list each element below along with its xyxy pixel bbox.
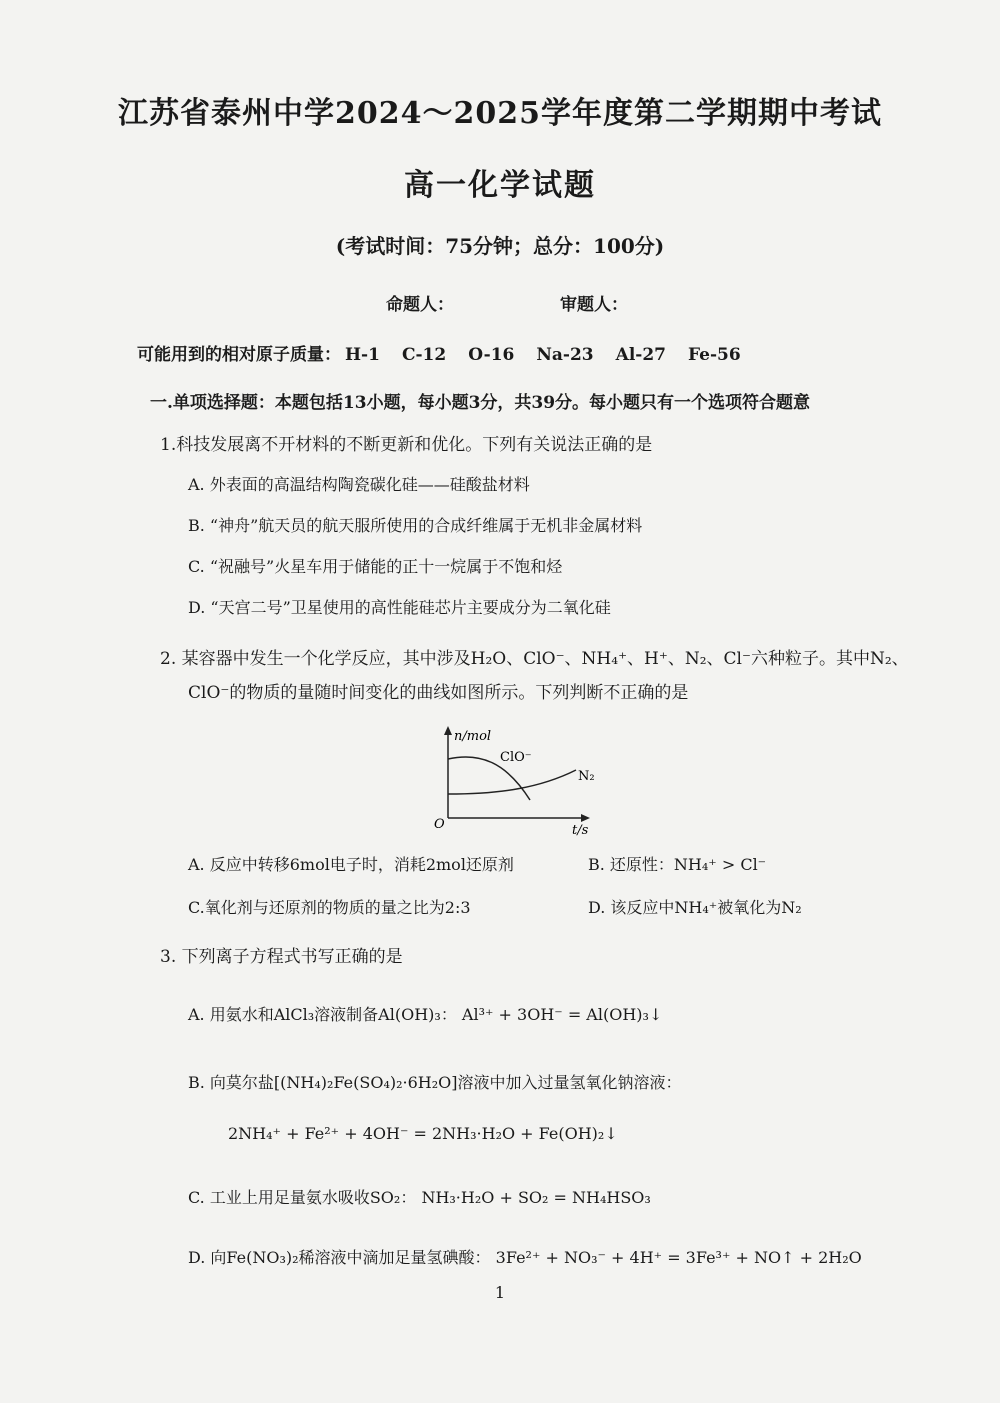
atomic-mass-item: Na-23 (536, 345, 594, 365)
q2-option-a: A. 反应中转移6mol电子时，消耗2mol还原剂 (188, 855, 514, 874)
series-n2-curve (448, 770, 576, 794)
q2-stem-line2: ClO⁻的物质的量随时间变化的曲线如图所示。下列判断不正确的是 (188, 683, 689, 703)
q1-option-c: C. “祝融号”火星车用于储能的正十一烷属于不饱和烃 (188, 557, 563, 576)
y-axis-label: n/mol (454, 729, 492, 744)
exam-title: 江苏省泰州中学2024～2025学年度第二学期期中考试 (118, 96, 882, 131)
q1-stem: 1.科技发展离不开材料的不断更新和优化。下列有关说法正确的是 (160, 435, 653, 455)
q1-option-b: B. “神舟”航天员的航天服所使用的合成纤维属于无机非金属材料 (188, 516, 643, 535)
x-axis-label: t/s (572, 823, 589, 838)
atomic-mass-item: C-12 (401, 345, 447, 365)
q1-option-d: D. “天宫二号”卫星使用的高性能硅芯片主要成分为二氧化硅 (188, 598, 611, 617)
q3-option-c-text: C. 工业上用足量氨水吸收SO₂： (188, 1188, 417, 1207)
q3-option-d (188, 1245, 862, 1268)
series-label-n2: N₂ (578, 769, 595, 784)
x-axis-arrow (581, 814, 590, 822)
q3-option-a-text: A. 用氨水和AlCl₃溶液制备Al(OH)₃： (188, 1005, 457, 1024)
page-number: 1 (494, 1283, 506, 1302)
atomic-mass-line (137, 340, 763, 365)
atomic-mass-item: Fe-56 (688, 345, 741, 365)
author-label: 命题人： (386, 295, 454, 315)
atomic-mass-item: Al-27 (615, 345, 667, 365)
exam-info: (考试时间：75分钟；总分：100分) (335, 234, 665, 258)
q2-option-c: C.氧化剂与还原剂的物质的量之比为2:3 (188, 898, 471, 917)
origin-label: O (434, 817, 445, 832)
atomic-mass-item: O-16 (468, 345, 515, 365)
q3-stem: 3. 下列离子方程式书写正确的是 (160, 947, 403, 967)
q2-graph (420, 722, 620, 838)
exam-subtitle: 高一化学试题 (404, 168, 596, 203)
q2-stem-line1: 2. 某容器中发生一个化学反应，其中涉及H₂O、ClO⁻、NH₄⁺、H⁺、N₂、Cl⁻六种粒子。其中N₂、 (160, 649, 909, 669)
q3-option-b-equation: 2NH₄⁺ + Fe²⁺ + 4OH⁻ = 2NH₃·H₂O + Fe(OH)₂↓ (228, 1124, 618, 1143)
series-label-clo: ClO⁻ (500, 750, 532, 765)
q3-option-c-equation: NH₃·H₂O + SO₂ = NH₄HSO₃ (421, 1188, 651, 1207)
atomic-mass-item: H-1 (345, 345, 380, 365)
q3-option-b-text: B. 向莫尔盐[(NH₄)₂Fe(SO₄)₂·6H₂O]溶液中加入过量氢氧化钠溶液： (188, 1073, 682, 1092)
q3-option-c (188, 1185, 651, 1208)
q3-option-d-text: D. 向Fe(NO₃)₂稀溶液中滴加足量氢碘酸： (188, 1248, 491, 1267)
q3-option-a (188, 1002, 662, 1025)
atomic-mass-label: 可能用到的相对原子质量： (137, 345, 341, 365)
section-heading: 一.单项选择题：本题包括13小题，每小题3分，共39分。每小题只有一个选项符合题意 (150, 393, 811, 413)
q2-option-b: B. 还原性：NH₄⁺ > Cl⁻ (588, 855, 767, 874)
reviewer-label: 审题人： (560, 295, 628, 315)
q2-option-d: D. 该反应中NH₄⁺被氧化为N₂ (588, 898, 802, 917)
q1-option-a: A. 外表面的高温结构陶瓷碳化硅——硅酸盐材料 (188, 475, 530, 494)
q3-option-d-equation: 3Fe²⁺ + NO₃⁻ + 4H⁺ = 3Fe³⁺ + NO↑ + 2H₂O (495, 1248, 862, 1267)
q3-option-a-equation: Al³⁺ + 3OH⁻ = Al(OH)₃↓ (461, 1005, 663, 1024)
y-axis-arrow (444, 726, 452, 735)
